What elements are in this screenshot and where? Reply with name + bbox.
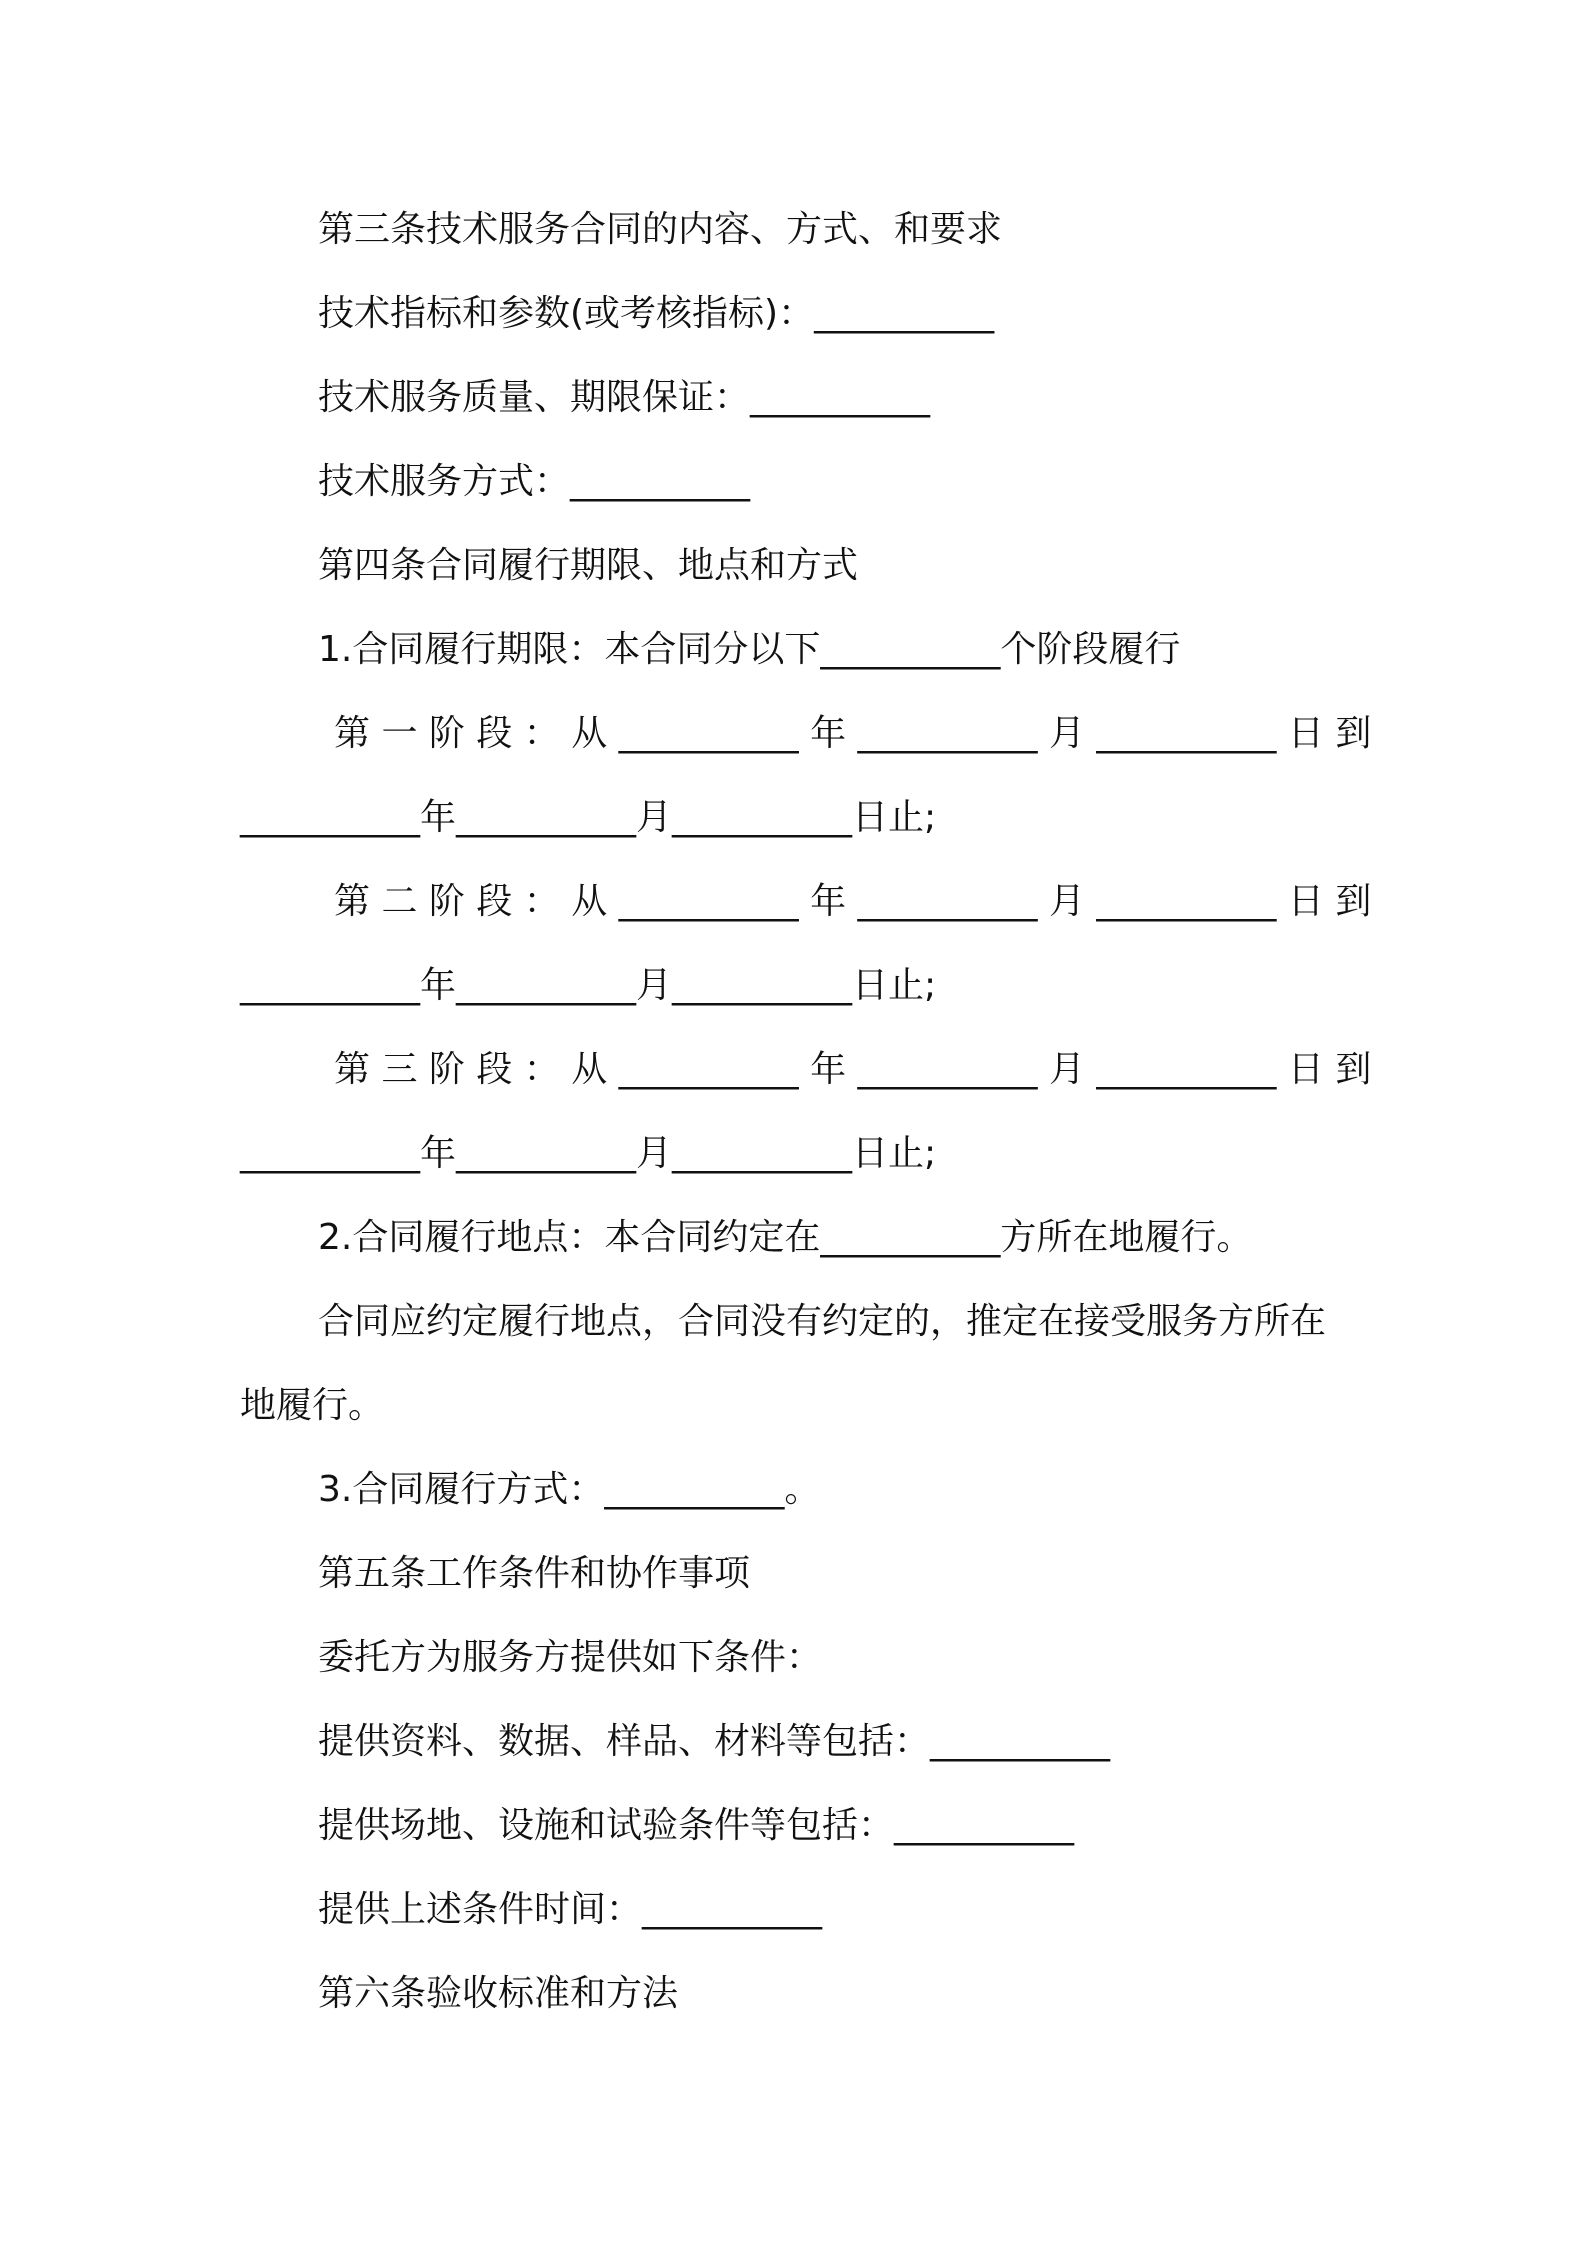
stage-1-start-line: 第 一 阶 段 ： 从 __________ 年 __________ 月 __________ 日 到 (334, 713, 1372, 754)
article-6-heading: 第六条验收标准和方法 (318, 1973, 679, 2014)
article-4-heading: 第四条合同履行期限、地点和方式 (318, 545, 859, 586)
conditions-time-line: 提供上述条件时间：__________ (318, 1889, 823, 1930)
facilities-line: 提供场地、设施和试验条件等包括：__________ (318, 1805, 1075, 1846)
article-3-heading: 第三条技术服务合同的内容、方式、和要求 (318, 209, 1003, 250)
location-rule-line: 合同应约定履行地点，合同没有约定的，推定在接受服务方所在 (318, 1301, 1327, 1342)
service-method-line: 技术服务方式：__________ (318, 461, 751, 502)
client-conditions-line: 委托方为服务方提供如下条件： (318, 1637, 823, 1678)
service-quality-line: 技术服务质量、期限保证：__________ (318, 377, 931, 418)
stage-2-end-line: __________年__________月__________日止; (240, 965, 937, 1006)
stage-3-end-line: __________年__________月__________日止; (240, 1133, 937, 1174)
stage-2-start-line: 第 二 阶 段 ： 从 __________ 年 __________ 月 __________ 日 到 (334, 881, 1372, 922)
tech-indicators-line: 技术指标和参数(或考核指标)：__________ (318, 293, 995, 334)
stage-3-start-line: 第 三 阶 段 ： 从 __________ 年 __________ 月 __________ 日 到 (334, 1049, 1372, 1090)
materials-line: 提供资料、数据、样品、材料等包括：__________ (318, 1721, 1111, 1762)
article-5-heading: 第五条工作条件和协作事项 (318, 1553, 751, 1594)
location-rule-continuation: 地履行。 (240, 1385, 385, 1426)
performance-method-line: 3.合同履行方式：__________。 (318, 1469, 821, 1510)
performance-period-line: 1.合同履行期限：本合同分以下__________个阶段履行 (318, 629, 1181, 670)
performance-location-line: 2.合同履行地点：本合同约定在__________方所在地履行。 (318, 1217, 1253, 1258)
stage-1-end-line: __________年__________月__________日止; (240, 797, 937, 838)
